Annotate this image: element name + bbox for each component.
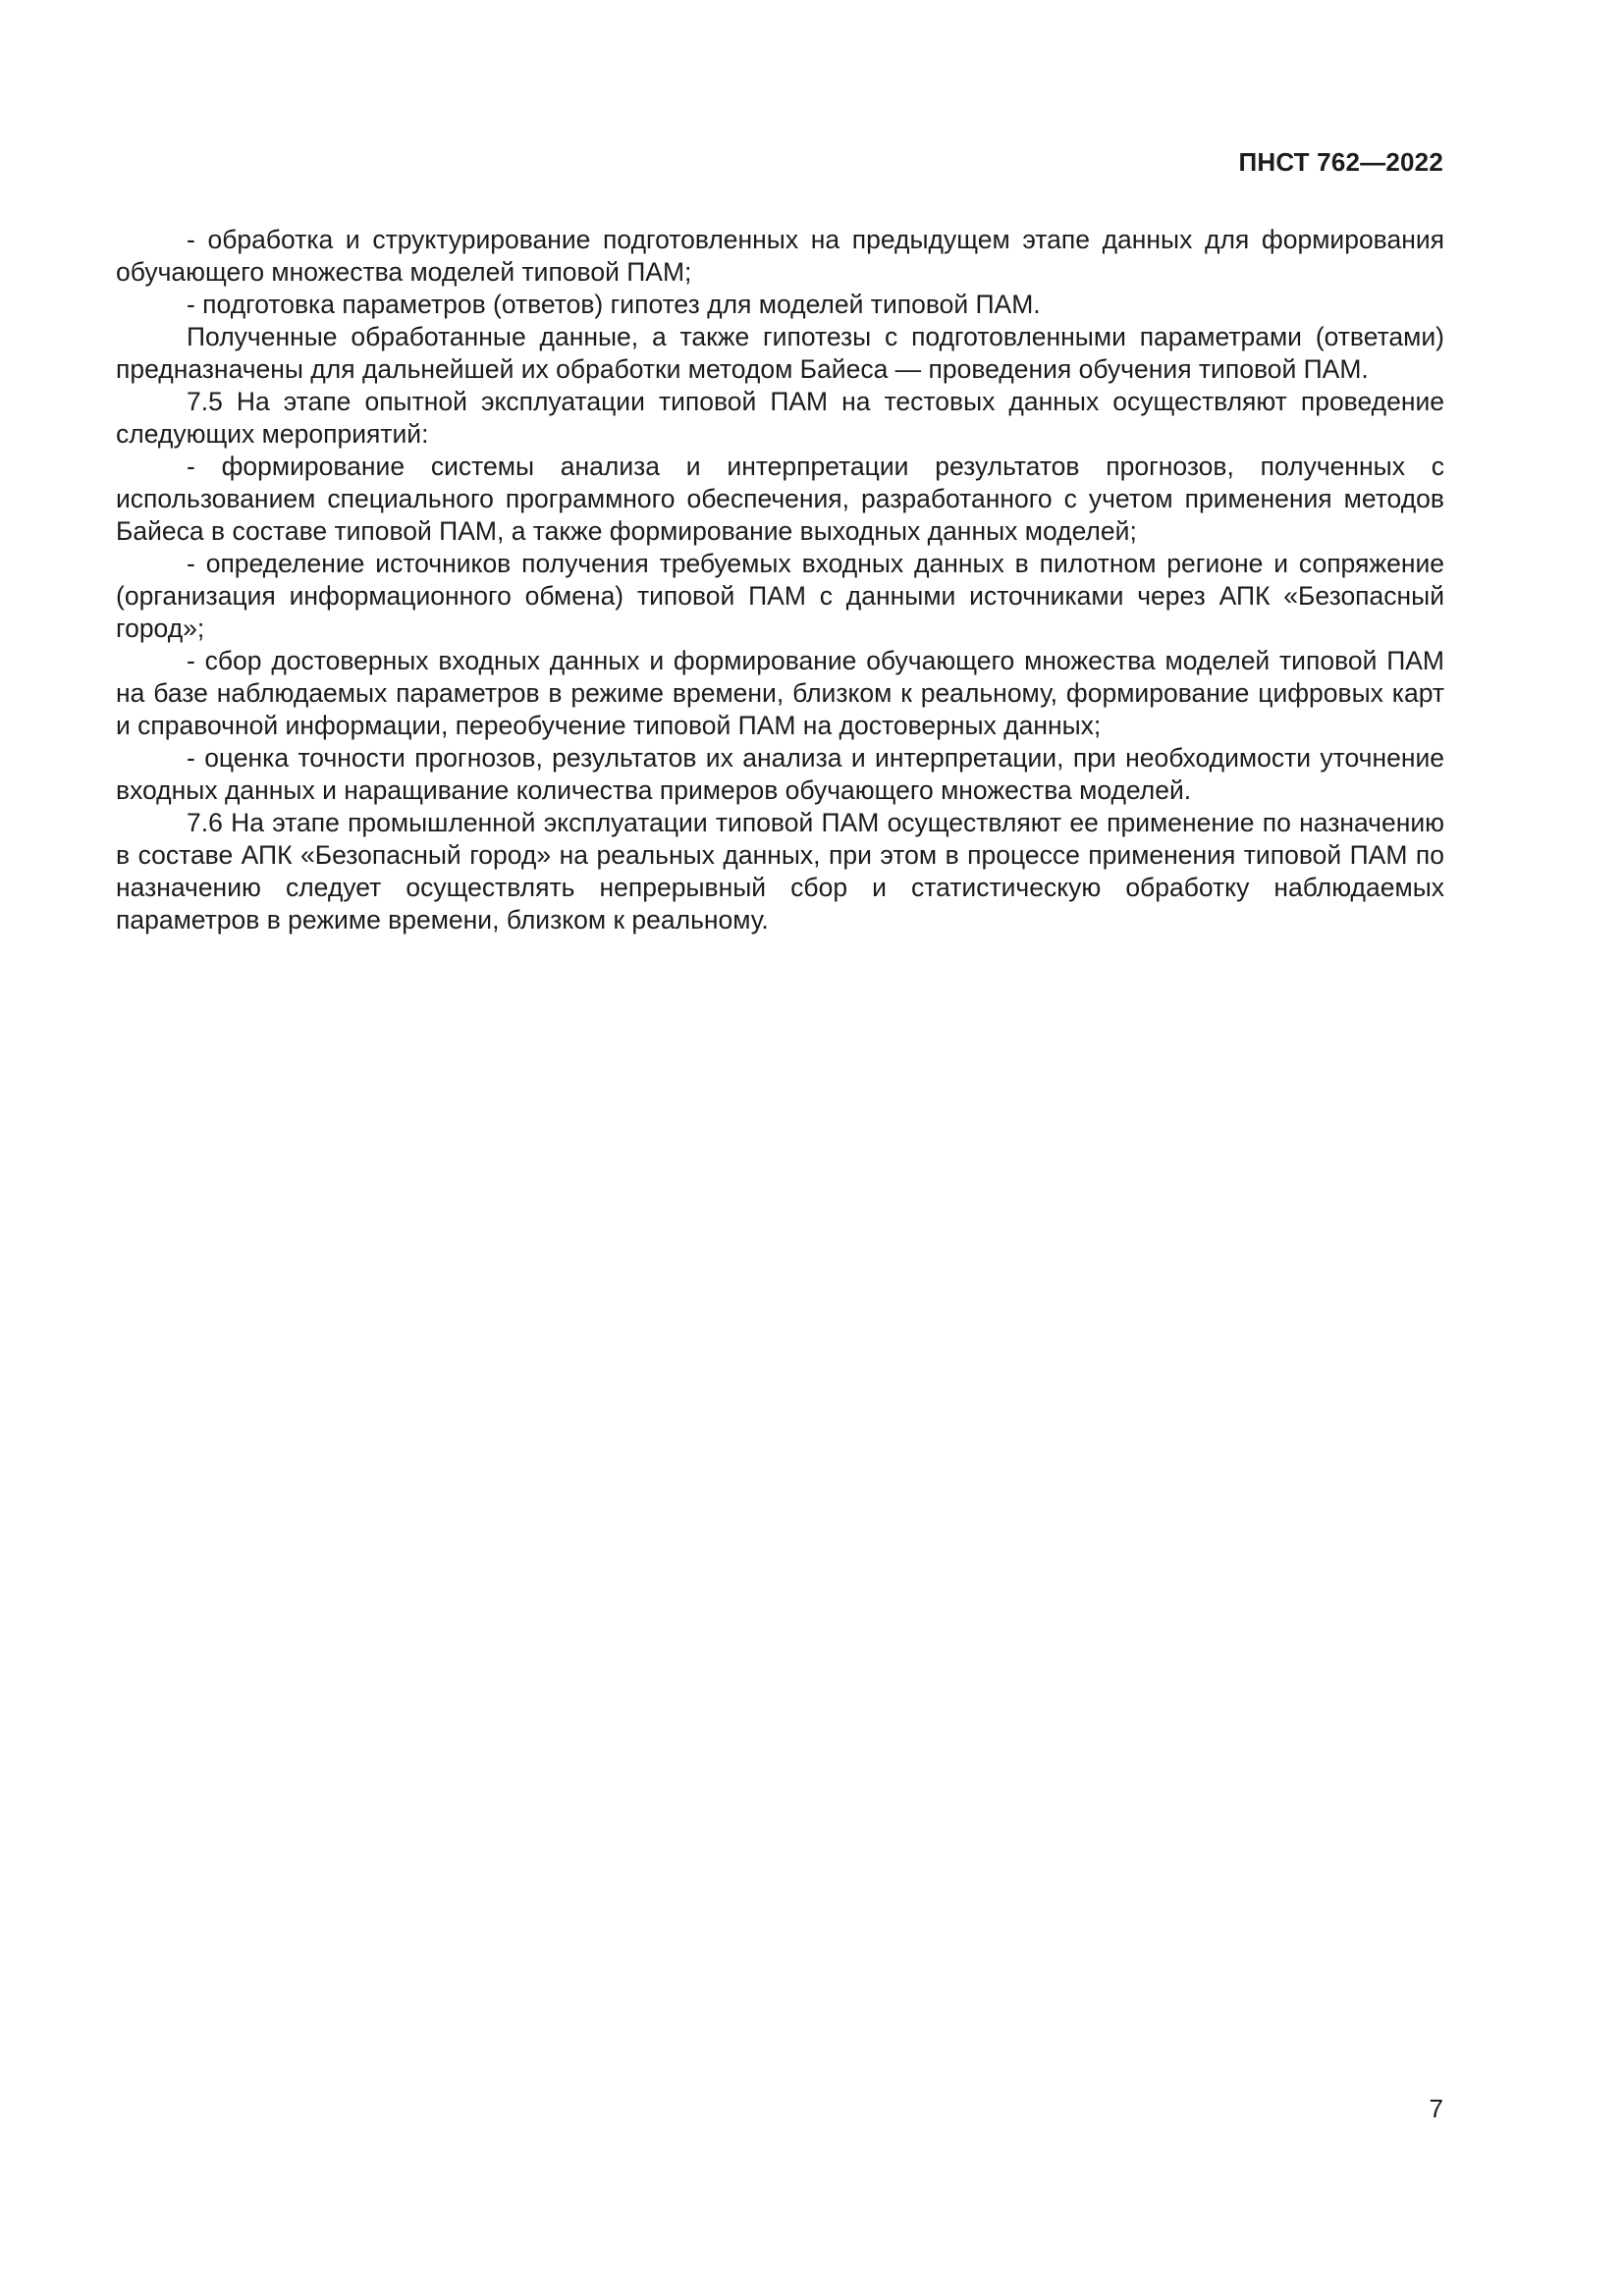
paragraph: - сбор достоверных входных данных и формирование обучающего множества моделей типовой ПАМ на базе наблюдаемых параметров в режиме времени, близком к реальному, формирование цифровых карт и справочной информации, переобучение типовой ПАМ на достоверных данных; [116,646,1444,740]
paragraph: 7.6 На этапе промышленной эксплуатации типовой ПАМ осуществляют ее применение по назначению в составе АПК «Безопасный город» на реальных данных, при этом в процессе применения типовой ПАМ по назначению следует осуществлять непрерывный сбор и статистическую обработку наблюдаемых параметров в режиме времени, близком к реальному. [116,808,1444,934]
paragraph: - обработка и структурирование подготовленных на предыдущем этапе данных для формирования обучающего множества моделей типовой ПАМ; [116,225,1444,287]
paragraph: 7.5 На этапе опытной эксплуатации типовой ПАМ на тестовых данных осуществляют проведение следующих мероприятий: [116,387,1444,449]
paragraph: - определение источников получения требуемых входных данных в пилотном регионе и сопряжение (организация информационного обмена) типовой ПАМ с данными источниками через АПК «Безопасный город»; [116,549,1444,643]
paragraph: - подготовка параметров (ответов) гипотез для моделей типовой ПАМ. [187,290,1041,319]
document-body [116,224,1444,936]
page-number: 7 [1429,2094,1443,2123]
paragraph: - формирование системы анализа и интерпретации результатов прогнозов, полученных с использованием специального программного обеспечения, разработанного с учетом применения методов Байеса в составе типовой ПАМ, а также формирование выходных данных моделей; [116,452,1444,546]
document-code: ПНСТ 762—2022 [1238,147,1443,177]
paragraph: - оценка точности прогнозов, результатов их анализа и интерпретации, при необходимости уточнение входных данных и наращивание количества примеров обучающего множества моделей. [116,743,1444,805]
paragraph: Полученные обработанные данные, а также гипотезы с подготовленными параметрами (ответами) предназначены для дальнейшей их обработки методом Байеса — проведения обучения типовой ПАМ. [116,322,1444,384]
